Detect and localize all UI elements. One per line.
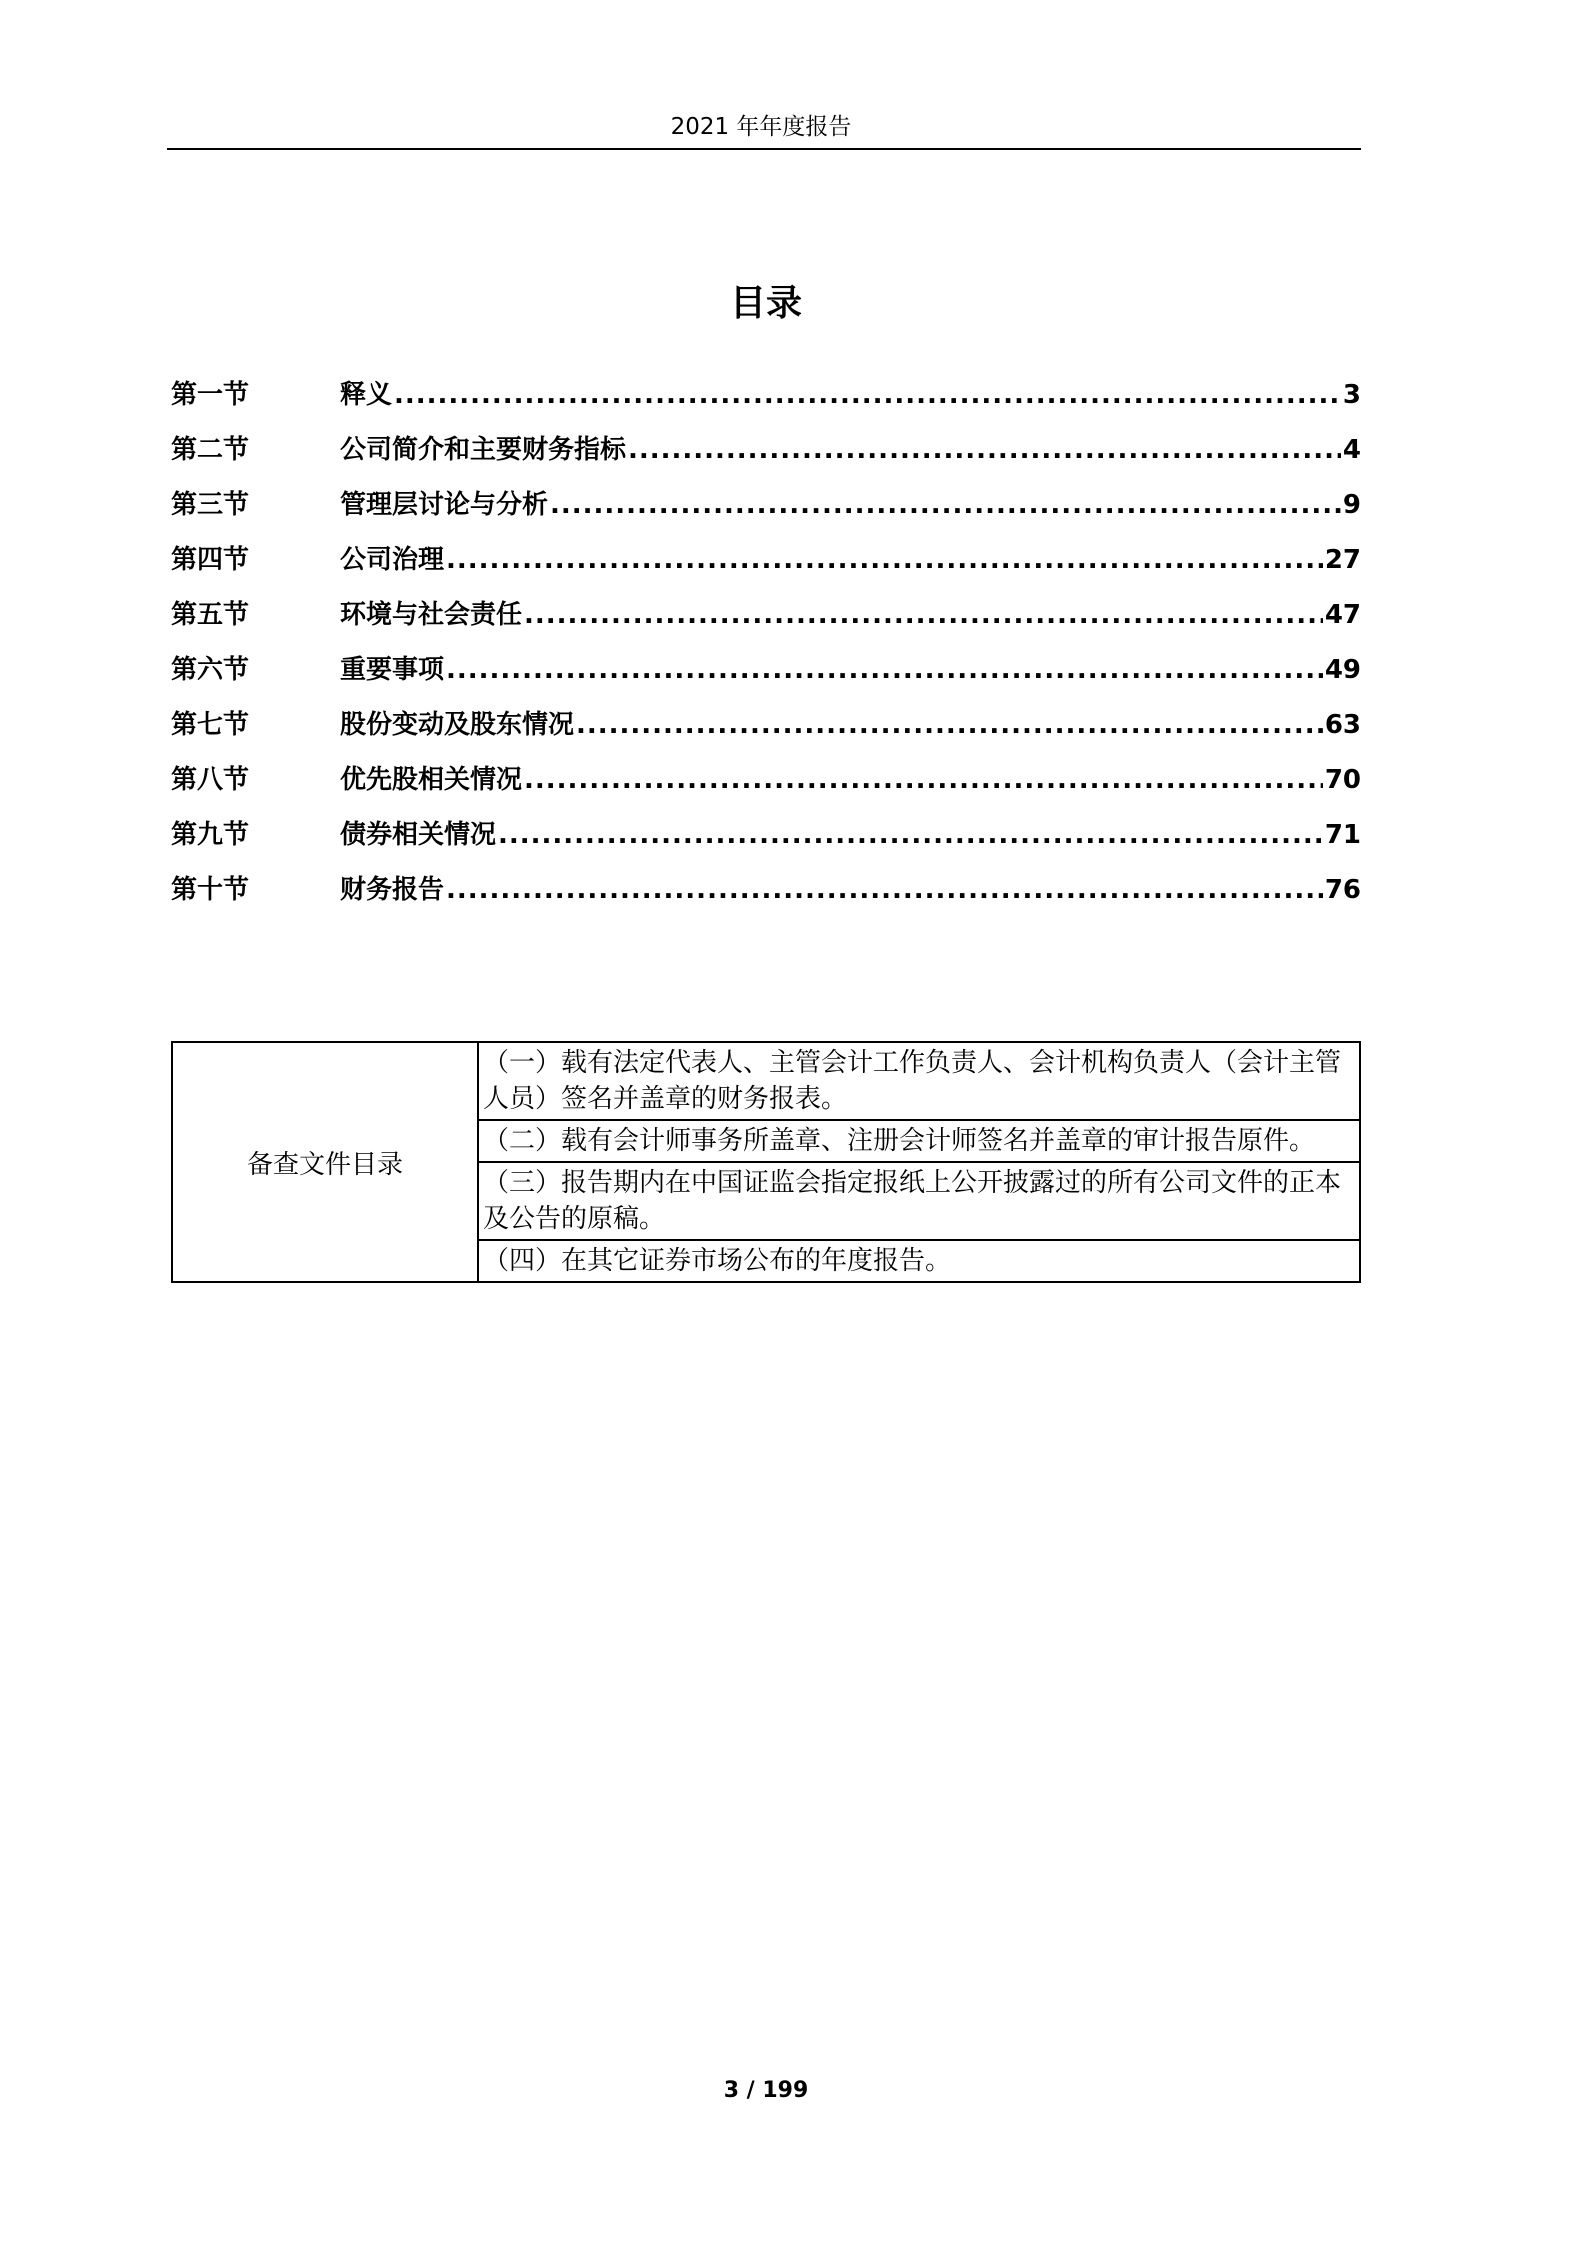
toc-section-number: 第六节	[171, 655, 250, 685]
toc-dot-leader	[446, 869, 1323, 911]
reference-document-item: （三）报告期内在中国证监会指定报纸上公开披露过的所有公司文件的正本及公告的原稿。	[478, 1162, 1360, 1240]
toc-section-name: 公司治理	[340, 545, 445, 575]
toc-section-number: 第五节	[171, 600, 250, 630]
toc-dot-leader	[446, 649, 1323, 691]
toc-item[interactable]	[171, 814, 1361, 869]
toc-item[interactable]	[171, 484, 1361, 539]
toc-item[interactable]	[171, 539, 1361, 594]
reference-documents-table	[171, 1041, 1361, 1283]
toc-dot-leader	[394, 374, 1341, 416]
table-row	[172, 1042, 1360, 1120]
toc-section-name: 公司简介和主要财务指标	[340, 435, 627, 465]
toc-section-number: 第九节	[171, 820, 250, 850]
toc-section-name: 优先股相关情况	[340, 765, 523, 795]
page-header-title: 2021 年年度报告	[670, 114, 852, 140]
toc-item[interactable]	[171, 759, 1361, 814]
toc-page-number: 4	[1342, 435, 1361, 465]
toc-section-number: 第七节	[171, 710, 250, 740]
toc-section-number: 第二节	[171, 435, 250, 465]
toc-item[interactable]	[171, 704, 1361, 759]
toc-section-name: 释义	[340, 380, 393, 410]
toc-section-number: 第三节	[171, 490, 250, 520]
toc-dot-leader	[524, 594, 1323, 636]
toc-title: 目录	[729, 283, 802, 324]
reference-document-item: （一）载有法定代表人、主管会计工作负责人、会计机构负责人（会计主管人员）签名并盖章的财务报表。	[478, 1042, 1360, 1120]
toc-section-name: 重要事项	[340, 655, 445, 685]
toc-dot-leader	[524, 759, 1323, 801]
toc-section-name: 环境与社会责任	[340, 600, 523, 630]
page-number-indicator: 3 / 199	[723, 2078, 809, 2103]
toc-section-name: 债券相关情况	[340, 820, 497, 850]
toc-dot-leader	[498, 814, 1323, 856]
toc-section-number: 第十节	[171, 875, 250, 905]
toc-page-number: 47	[1324, 600, 1361, 630]
toc-section-name: 财务报告	[340, 875, 445, 905]
toc-dot-leader	[550, 484, 1341, 526]
toc-page-number: 63	[1324, 710, 1361, 740]
toc-section-number: 第八节	[171, 765, 250, 795]
reference-document-item: （四）在其它证券市场公布的年度报告。	[478, 1240, 1360, 1282]
reference-documents-label: 备查文件目录	[172, 1042, 478, 1282]
toc-page-number: 71	[1324, 820, 1361, 850]
toc-item[interactable]	[171, 649, 1361, 704]
toc-section-number: 第四节	[171, 545, 250, 575]
toc-section-name: 股份变动及股东情况	[340, 710, 575, 740]
toc-dot-leader	[576, 704, 1323, 746]
toc-dot-leader	[446, 539, 1323, 581]
toc-item[interactable]	[171, 429, 1361, 484]
toc-item[interactable]	[171, 869, 1361, 924]
toc-page-number: 27	[1324, 545, 1361, 575]
reference-document-item: （二）载有会计师事务所盖章、注册会计师签名并盖章的审计报告原件。	[478, 1120, 1360, 1162]
toc-item[interactable]	[171, 374, 1361, 429]
toc-page-number: 49	[1324, 655, 1361, 685]
header-divider	[167, 148, 1361, 150]
toc-dot-leader	[628, 429, 1341, 471]
toc-page-number: 9	[1342, 490, 1361, 520]
toc-page-number: 76	[1324, 875, 1361, 905]
toc-section-name: 管理层讨论与分析	[340, 490, 549, 520]
toc-item[interactable]	[171, 594, 1361, 649]
toc-page-number: 70	[1324, 765, 1361, 795]
toc-section-number: 第一节	[171, 380, 250, 410]
toc-list	[171, 374, 1361, 924]
toc-page-number: 3	[1342, 380, 1361, 410]
